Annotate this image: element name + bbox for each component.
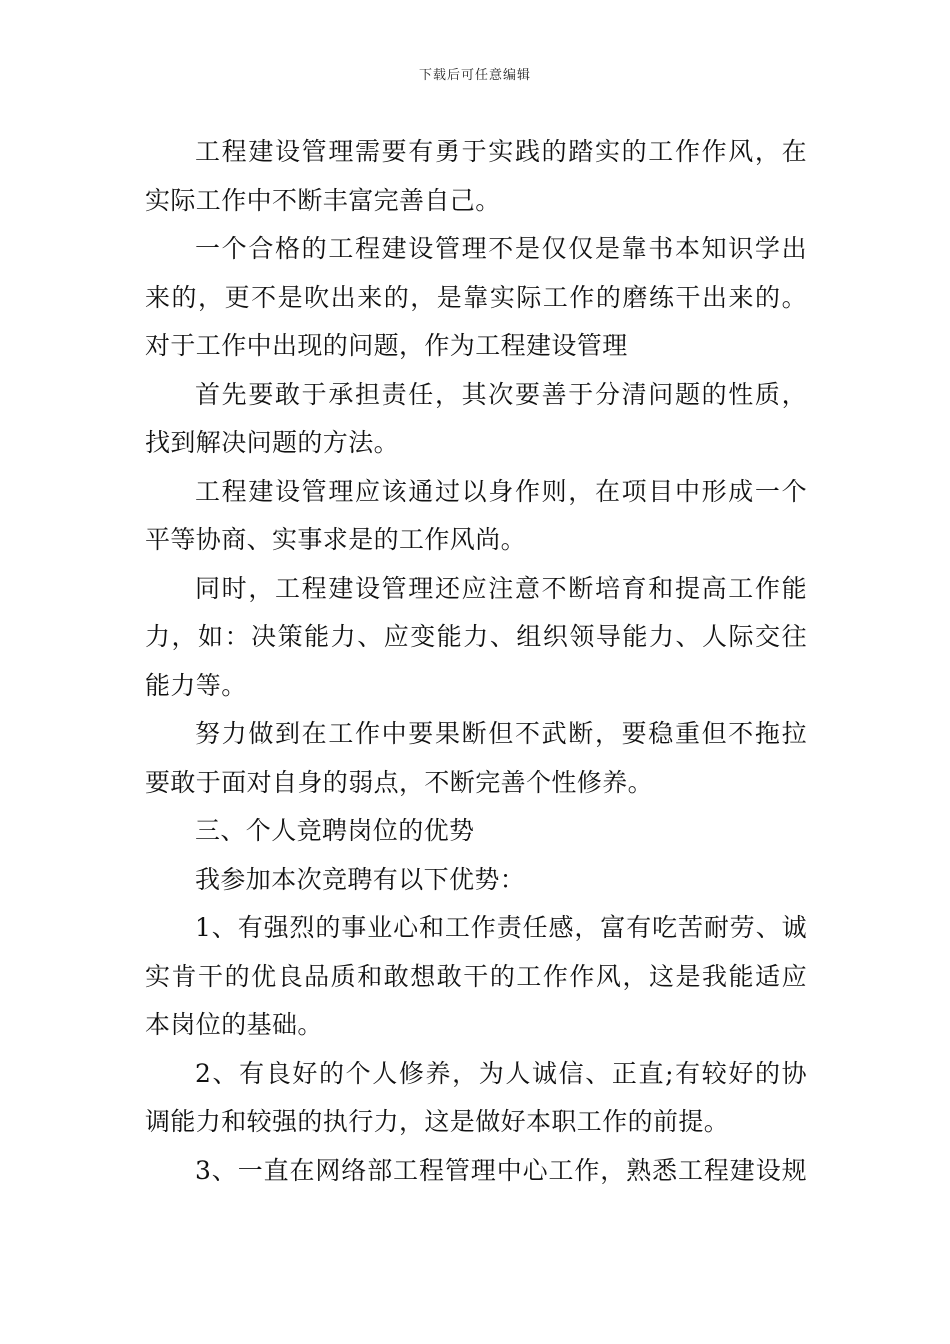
text-line: 工程建设管理需要有勇于实践的踏实的工作作风，在 xyxy=(195,137,807,166)
text-line: 平等协商、实事求是的工作风尚。 xyxy=(145,525,527,554)
text-line: 3、一直在网络部工程管理中心工作，熟悉工程建设规 xyxy=(195,1155,807,1185)
text-line: 来的，更不是吹出来的，是靠实际工作的磨练干出来的。 xyxy=(145,282,807,312)
text-line: 2、有良好的个人修养，为人诚信、正直;有较好的协 xyxy=(195,1058,807,1088)
text-line: 我参加本次竞聘有以下优势： xyxy=(195,864,526,894)
text-line: 要敢于面对自身的弱点，不断完善个性修养。 xyxy=(145,767,654,797)
text-line: 1、有强烈的事业心和工作责任感，富有吃苦耐劳、诚 xyxy=(195,913,807,942)
text-line: 首先要敢于承担责任，其次要善于分清问题的性质， xyxy=(195,379,807,409)
text-line: 努力做到在工作中要果断但不武断，要稳重但不拖拉 xyxy=(195,719,807,748)
text-line: 力，如：决策能力、应变能力、组织领导能力、人际交往 xyxy=(145,622,807,651)
text-line: 本岗位的基础。 xyxy=(145,1010,323,1039)
text-line: 实肯干的优良品质和敢想敢干的工作作风，这是我能适应 xyxy=(145,961,807,991)
document-body xyxy=(145,128,807,1195)
page-header: 下载后可任意编辑 xyxy=(418,68,531,83)
text-line: 能力等。 xyxy=(145,670,247,700)
section-heading: 三、个人竞聘岗位的优势 xyxy=(195,816,475,845)
text-line: 工程建设管理应该通过以身作则，在项目中形成一个 xyxy=(195,476,807,506)
text-line: 找到解决问题的方法。 xyxy=(145,428,400,457)
text-line: 一个合格的工程建设管理不是仅仅是靠书本知识学出 xyxy=(195,234,807,263)
text-line: 对于工作中出现的问题，作为工程建设管理 xyxy=(145,331,628,360)
text-line: 实际工作中不断丰富完善自己。 xyxy=(145,185,501,215)
text-line: 同时，工程建设管理还应注意不断培育和提高工作能 xyxy=(195,573,807,603)
text-line: 调能力和较强的执行力，这是做好本职工作的前提。 xyxy=(145,1107,730,1136)
